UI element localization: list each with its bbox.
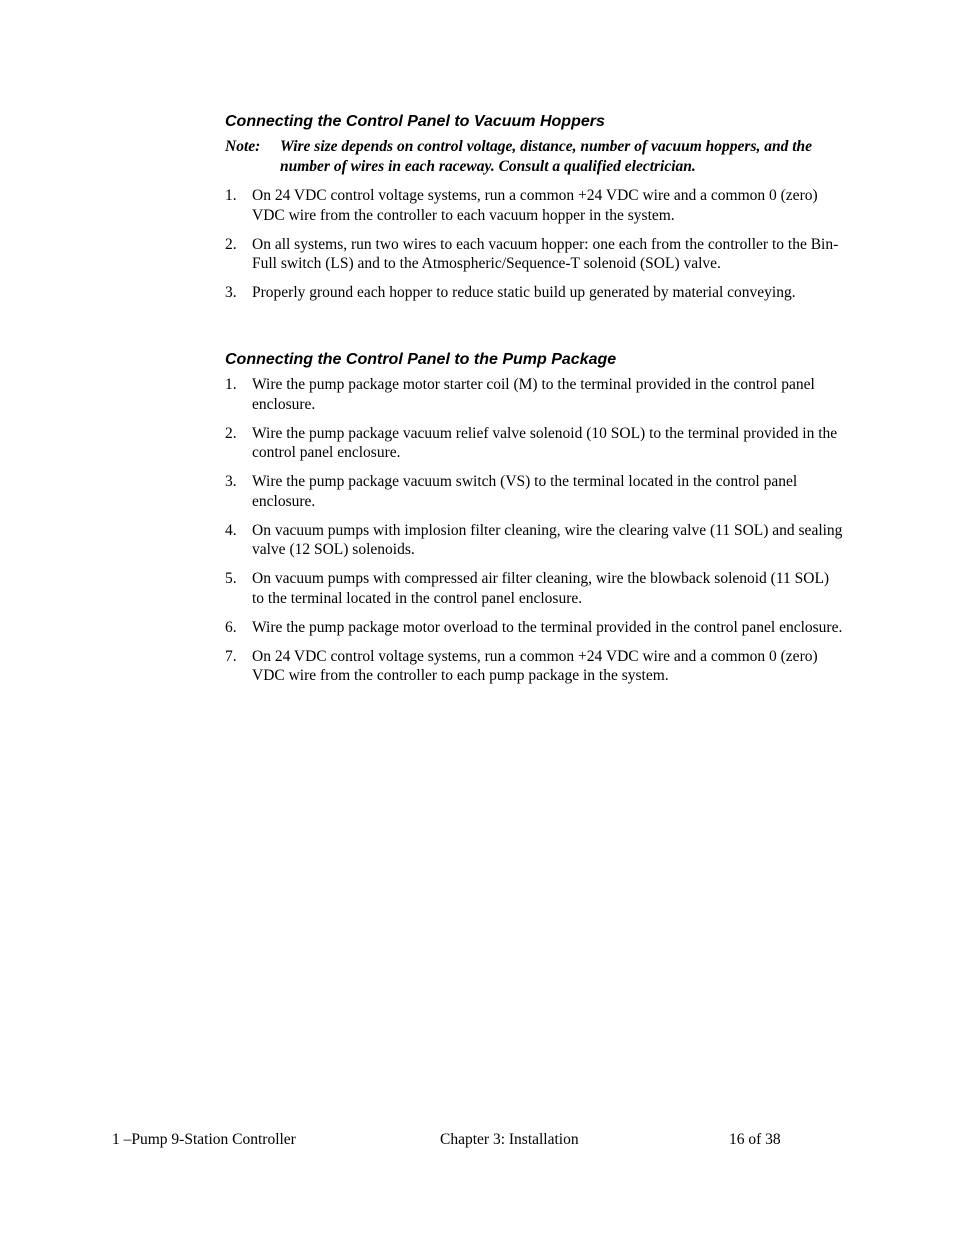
list-item-text: On all systems, run two wires to each vacuum hopper: one each from the controller to the Bin-Full switch (LS) and to the Atmospheric/Sequence-T solenoid (SOL) valve. [252, 235, 839, 272]
list-item [225, 521, 845, 560]
list-item-number: 1. [225, 376, 237, 393]
footer-page-number: 16 of 38 [729, 1131, 781, 1148]
list-item-number: 3. [225, 473, 237, 490]
list-item-number: 3. [225, 284, 237, 301]
list-item [225, 186, 845, 225]
list-item-number: 2. [225, 235, 237, 253]
list-item-number: 7. [225, 647, 237, 665]
footer-chapter: Chapter 3: Installation [440, 1131, 579, 1148]
list-item-number: 2. [225, 424, 237, 442]
list-item-text: Wire the pump package vacuum relief valve solenoid (10 SOL) to the terminal provided in the control panel enclosure. [252, 424, 838, 461]
list-item-number: 6. [225, 618, 237, 636]
list-item-text: On vacuum pumps with compressed air filter cleaning, wire the blowback solenoid (11 SOL) to the terminal located in the control panel enclosure. [252, 570, 830, 607]
list-item-number: 4. [225, 521, 237, 539]
list-item-number: 1. [225, 187, 237, 204]
list-item [225, 647, 845, 686]
note-text: Wire size depends on control voltage, distance, number of vacuum hoppers, and the number of wires in each raceway. Consult a qualified electrician. [280, 138, 813, 175]
list-item [225, 424, 845, 463]
list-item [225, 375, 845, 414]
list-item-text: Properly ground each hopper to reduce static build up generated by material conveying. [252, 284, 796, 301]
note-block [225, 137, 845, 177]
list-item-text: Wire the pump package vacuum switch (VS) to the terminal located in the control panel enclosure. [252, 473, 798, 510]
list-item-text: Wire the pump package motor overload to the terminal provided in the control panel enclosure. [252, 618, 843, 636]
list-item-text: On 24 VDC control voltage systems, run a common +24 VDC wire and a common 0 (zero) VDC wire from the controller to each vacuum hopper in the system. [252, 187, 818, 224]
list-item [225, 283, 845, 303]
list-item [225, 618, 845, 638]
list-item [225, 235, 845, 274]
note-label: Note: [225, 138, 261, 155]
list-item-text: On vacuum pumps with implosion filter cleaning, wire the clearing valve (11 SOL) and sealing valve (12 SOL) solenoids. [252, 521, 843, 558]
list-item [225, 472, 845, 511]
list-item-text: On 24 VDC control voltage systems, run a common +24 VDC wire and a common 0 (zero) VDC wire from the controller to each pump package in the system. [252, 647, 818, 684]
page-footer [0, 1130, 954, 1152]
pump-package-steps-list [225, 375, 845, 695]
section-heading-pump-package: Connecting the Control Panel to the Pump Package [225, 351, 617, 368]
footer-document-title: 1 –Pump 9-Station Controller [112, 1131, 296, 1148]
list-item [225, 569, 845, 608]
list-item-text: Wire the pump package motor starter coil (M) to the terminal provided in the control panel enclosure. [252, 376, 815, 413]
section-heading-vacuum-hoppers: Connecting the Control Panel to Vacuum Hoppers [225, 113, 605, 130]
list-item-number: 5. [225, 570, 237, 587]
vacuum-hopper-steps-list [225, 186, 845, 312]
